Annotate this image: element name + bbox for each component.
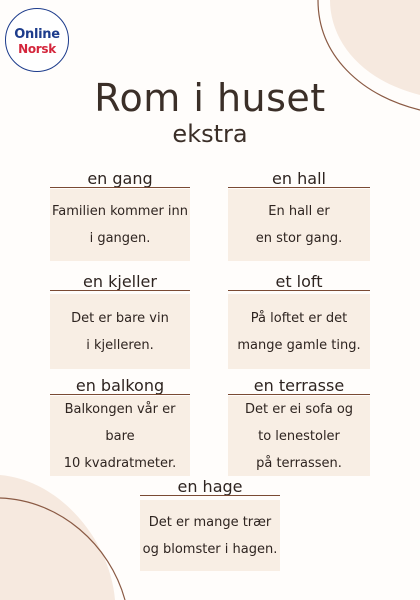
card-body [140,500,280,571]
card-body [50,189,190,261]
card-underline [50,187,190,188]
card-text-line: Det er ei sofa og [244,401,354,417]
page-title: Rom i huset [94,76,326,120]
card-text-line: og blomster i hagen. [142,541,278,557]
card-text-line: i gangen. [89,231,151,246]
card-body [228,189,370,261]
card-text-line: en stor gang. [255,231,343,246]
logo-text-norsk: Norsk [18,42,56,56]
card-body [50,396,190,476]
card-heading: et loft [275,272,323,291]
card-text-line: mange gamle ting. [237,337,361,353]
card-heading: en hall [272,169,326,188]
vocab-card-terrasse [228,376,370,476]
card-heading: en balkong [75,376,165,395]
online-norsk-logo [5,8,69,72]
card-heading: en kjeller [83,272,157,291]
vocab-card-hall [228,169,370,261]
vocab-card-loft [228,272,370,369]
card-underline [50,290,190,291]
bottom-left-blob [0,475,115,600]
card-body [228,396,370,476]
vocab-card-gang [50,169,190,261]
logo-text-online: Online [14,27,60,42]
card-text-line: bare [105,428,135,444]
card-text-line: På loftet er det [250,310,348,326]
page-subtitle: ekstra [172,120,248,148]
card-text-line: En hall er [268,204,330,219]
card-text-line: i kjelleren. [86,337,154,353]
vocab-card-balkong [50,376,190,476]
card-underline [228,187,370,188]
card-text-line: Det er bare vin [71,310,169,326]
card-heading: en terrasse [253,376,345,395]
card-body [228,294,370,369]
card-text-line: Det er mange trær [148,514,272,530]
card-underline [228,290,370,291]
card-text-line: Balkongen vår er [64,401,176,417]
vocab-card-kjeller [50,272,190,369]
card-text-line: Familien kommer inn [51,204,189,219]
card-underline [140,495,280,496]
card-heading: en gang [87,169,153,188]
vocab-card-hage [140,477,280,571]
card-heading: en hage [177,477,243,496]
card-text-line: 10 kvadratmeter. [63,455,177,471]
card-text-line: på terrassen. [256,455,342,471]
card-body [50,294,190,369]
card-text-line: to lenestoler [258,428,340,444]
